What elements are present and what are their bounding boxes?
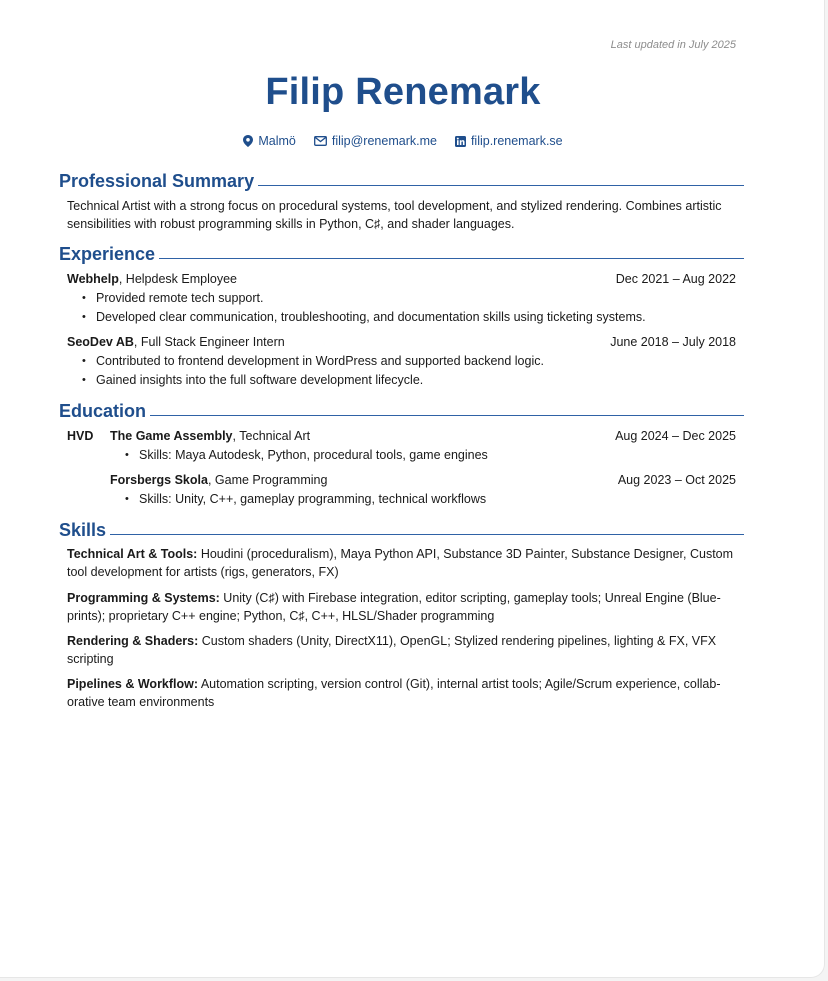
job-dates: June 2018 – July 2018 <box>610 335 736 349</box>
list-item: • Provided remote tech support. <box>82 289 263 307</box>
section-education-heading <box>59 400 744 422</box>
skill-text: Houdini (proceduralism), Maya Python API, Substance 3D Painter, Substance Designer, Custom tool development for artists (rigs, generators, FX) <box>67 547 734 579</box>
section-experience-heading <box>59 243 744 265</box>
last-updated: Last updated in July 2025 <box>610 39 736 51</box>
school-heading <box>110 427 310 445</box>
location-text: Malmö <box>258 134 296 148</box>
map-pin-icon <box>243 135 253 147</box>
school-program: , Technical Art <box>232 429 311 443</box>
list-item: • Skills: Unity, C++, gameplay programming, technical workflows <box>125 490 486 508</box>
job-company: Webhelp <box>67 272 119 286</box>
job-heading <box>67 270 237 288</box>
section-rule <box>150 415 744 416</box>
skill-label: Programming & Systems: <box>67 591 220 605</box>
contact-location <box>243 134 296 148</box>
skill-group <box>67 589 743 625</box>
school-program: , Game Programming <box>207 473 328 487</box>
skill-group <box>67 632 743 668</box>
list-item: • Gained insights into the full software development lifecycle. <box>82 371 423 389</box>
skill-group <box>67 545 743 581</box>
school-dates: Aug 2024 – Dec 2025 <box>615 429 736 443</box>
contact-website[interactable] <box>455 134 563 148</box>
job-heading <box>67 333 285 351</box>
website-link[interactable]: filip.renemark.se <box>470 134 563 148</box>
email-link[interactable]: filip@renemark.me <box>331 134 437 148</box>
list-item: • Contributed to frontend development in WordPress and supported backend logic. <box>82 352 544 370</box>
job-role: , Helpdesk Employee <box>118 272 237 286</box>
list-item: • Developed clear communication, troubleshooting, and documentation skills using ticketing systems. <box>82 308 646 326</box>
skill-text: Unity (C♯) with Firebase integration, editor scripting, gameplay tools; Unreal Engine (Blue-prints); proprietary C++ engine; Python, C♯, C++, HLSL/Shader programming <box>67 591 721 623</box>
job-role: , Full Stack Engineer Intern <box>133 335 285 349</box>
section-skills-heading <box>59 519 744 541</box>
section-title: Professional Summary <box>59 170 255 191</box>
school-name: The Game Assembly <box>110 429 233 443</box>
list-item: • Skills: Maya Autodesk, Python, procedural tools, game engines <box>125 446 488 464</box>
linkedin-icon <box>455 136 466 147</box>
job-dates: Dec 2021 – Aug 2022 <box>615 272 736 286</box>
contact-row <box>0 134 806 148</box>
degree-label: HVD <box>67 429 94 443</box>
section-title: Skills <box>59 519 107 540</box>
contact-email[interactable] <box>314 134 437 148</box>
section-rule <box>110 534 744 535</box>
section-title: Experience <box>59 243 156 264</box>
envelope-icon <box>314 136 327 146</box>
skill-text: Automation scripting, version control (Git), internal artist tools; Agile/Scrum experience, collab-orative team environments <box>67 677 721 709</box>
summary-text: Technical Artist with a strong focus on procedural systems, tool development, and stylized rendering. Combines artistic sensibilities with robust programming skills in Python, C♯, and shader languages. <box>67 199 722 231</box>
job-company: SeoDev AB <box>67 335 134 349</box>
skill-label: Technical Art & Tools: <box>67 547 198 561</box>
section-rule <box>258 185 744 186</box>
school-name: Forsbergs Skola <box>110 473 208 487</box>
school-heading <box>110 471 327 489</box>
section-title: Education <box>59 400 147 421</box>
page-title: Filip Renemark <box>265 71 541 113</box>
school-dates: Aug 2023 – Oct 2025 <box>617 473 736 487</box>
section-rule <box>159 258 744 259</box>
skill-label: Pipelines & Workflow: <box>67 677 199 691</box>
skill-label: Rendering & Shaders: <box>67 634 199 648</box>
section-summary-heading <box>59 170 744 192</box>
skill-group <box>67 675 743 711</box>
skill-text: Custom shaders (Unity, DirectX11), OpenGL; Stylized rendering pipelines, lighting & FX, VFX scripting <box>67 634 717 666</box>
